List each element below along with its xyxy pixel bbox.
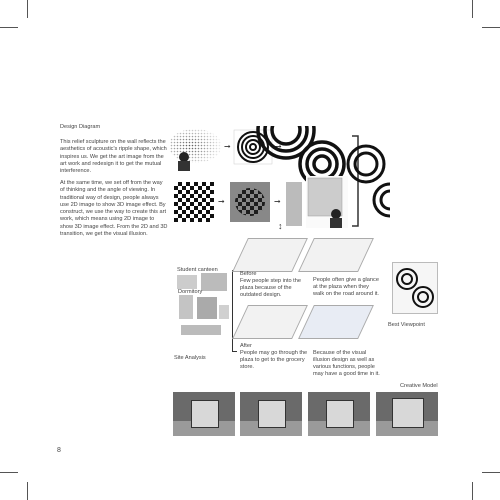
crop-mark-top-left-h	[0, 27, 18, 28]
site-analysis-label: Site Analysis	[174, 355, 206, 361]
arrow-icon: ➞	[275, 142, 282, 151]
final-combined-image	[348, 146, 390, 216]
model-photo-4	[376, 392, 438, 436]
arrow-icon: ➞	[224, 142, 231, 151]
plaza-before-drawing	[232, 238, 308, 272]
plaza-after-drawing	[232, 305, 308, 339]
model-photo-1	[173, 392, 235, 436]
dormitory-label: Dormitory	[178, 289, 203, 295]
crop-mark-bottom-left-v	[27, 482, 28, 500]
site-map	[173, 265, 233, 345]
arrow-icon: ➞	[274, 197, 281, 206]
crop-mark-top-left-v	[27, 0, 28, 18]
before-text: Few people step into the plaza because of the outdated design.	[240, 278, 301, 298]
design-diagram	[170, 126, 390, 234]
crop-mark-top-right-v	[472, 0, 473, 18]
bulged-checkerboard-image	[230, 182, 270, 222]
checkerboard-image	[174, 182, 214, 222]
design-heading: Design Diagram	[60, 124, 101, 130]
after-title: After	[240, 343, 252, 349]
before-title: Before	[240, 271, 257, 277]
up-down-arrow-icon: ↕	[278, 221, 283, 231]
page-number: 8	[57, 447, 61, 454]
plaza-people-drawing	[298, 238, 374, 272]
people-text: People often give a glance at the plaza when they walk on the road around it.	[313, 277, 379, 297]
design-paragraph-1: This relief sculpture on the wall reflects the aesthetics of acoustic's ripple shape, which inspires us. We get the art image from the art work and redesign it to get the mutual interference.	[60, 139, 167, 175]
model-photo-3	[308, 392, 370, 436]
student-canteen-label: Student canteen	[177, 267, 218, 273]
illusion-text: Because of the visual illusion design as well as various functions, people may have a good time in it.	[313, 350, 380, 377]
creative-model-label: Creative Model	[400, 383, 438, 389]
crop-mark-bottom-left-h	[0, 472, 18, 473]
plaza-illusion-drawing	[298, 305, 374, 339]
design-paragraph-2: At the same time, we set off from the way of thinking and the angle of viewing. In traditional way of design, people always use 2D image to show 3D image effect. By construct, we use the way to create this art work, which means using 2D image to show 3D image effect. From the 2D and 3D transition, we get the visual illusion.	[60, 180, 168, 238]
best-viewpoint-diagram	[392, 262, 438, 314]
arrow-icon: ➞	[218, 197, 225, 206]
best-viewpoint-label: Best Viewpoint	[388, 322, 425, 328]
crop-mark-bottom-right-v	[472, 482, 473, 500]
model-photo-2	[240, 392, 302, 436]
dotted-ripple-image	[170, 129, 221, 171]
crop-mark-top-right-h	[482, 27, 500, 28]
after-text: People may go through the plaza to get to the grocery store.	[240, 350, 308, 370]
crop-mark-bottom-right-h	[482, 472, 500, 473]
panel-image	[286, 182, 302, 226]
person-viewing-image	[306, 176, 348, 228]
before-after-bracket	[232, 270, 237, 352]
